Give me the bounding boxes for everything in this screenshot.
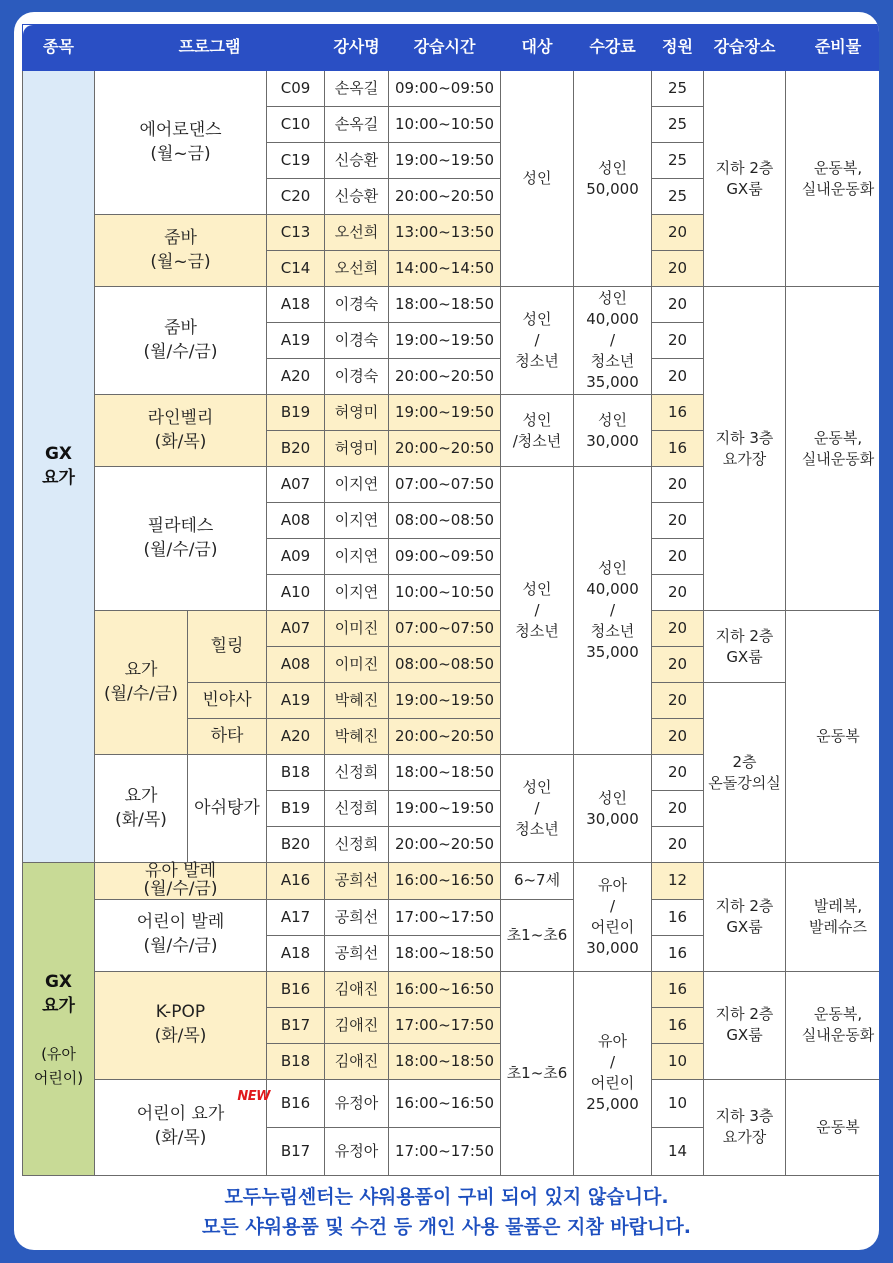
class-time: 18:00~18:50 — [389, 287, 501, 323]
supplies-cell: 운동복 — [786, 611, 879, 863]
class-code: B18 — [267, 1043, 325, 1079]
program-hatha: 하타 — [188, 719, 267, 755]
class-time: 08:00~08:50 — [389, 503, 501, 539]
capacity-cell: 20 — [652, 251, 704, 287]
class-code: A18 — [267, 935, 325, 971]
location-cell: 지하 2층 GX룸 — [704, 971, 786, 1079]
location-cell: 2층 온돌강의실 — [704, 683, 786, 863]
header-capacity: 정원 — [652, 25, 704, 71]
instructor-name: 신승환 — [325, 143, 389, 179]
supplies-cell: 운동복, 실내운동화 — [786, 71, 879, 287]
class-time: 19:00~19:50 — [389, 683, 501, 719]
class-code: B16 — [267, 971, 325, 1007]
header-instructor: 강사명 — [325, 25, 389, 71]
instructor-name: 박혜진 — [325, 719, 389, 755]
class-code: A19 — [267, 683, 325, 719]
program-ashtanga: 아쉬탕가 — [188, 755, 267, 863]
notice-line-1: 모두누림센터는 샤워용품이 구비 되어 있지 않습니다. — [224, 1186, 669, 1208]
class-time: 07:00~07:50 — [389, 467, 501, 503]
fee-cell: 성인 30,000 — [574, 755, 652, 863]
program-vinyasa: 빈야사 — [188, 683, 267, 719]
class-time: 07:00~07:50 — [389, 611, 501, 647]
capacity-cell: 25 — [652, 107, 704, 143]
header-row — [23, 25, 880, 71]
capacity-cell: 10 — [652, 1043, 704, 1079]
class-code: A20 — [267, 359, 325, 395]
class-time: 19:00~19:50 — [389, 323, 501, 359]
program-kids-yoga — [95, 1079, 270, 1175]
instructor-name: 이경숙 — [325, 323, 389, 359]
program-kids-ballet: 어린이 발레 (월/수/금) — [95, 899, 267, 971]
class-code: A08 — [267, 503, 325, 539]
class-time: 09:00~09:50 — [389, 71, 501, 107]
capacity-cell: 14 — [652, 1127, 704, 1175]
instructor-name: 신정희 — [325, 755, 389, 791]
capacity-cell: 20 — [652, 503, 704, 539]
class-time: 10:00~10:50 — [389, 575, 501, 611]
header-program: 프로그램 — [95, 25, 325, 71]
program-kids-yoga-label: 어린이 요가 (화/목) — [136, 1104, 225, 1149]
capacity-cell: 20 — [652, 647, 704, 683]
class-time: 10:00~10:50 — [389, 107, 501, 143]
location-cell: 지하 3층 요가장 — [704, 1079, 786, 1175]
header-time: 강습시간 — [389, 25, 501, 71]
instructor-name: 공희선 — [325, 935, 389, 971]
instructor-name: 손옥길 — [325, 71, 389, 107]
class-time: 13:00~13:50 — [389, 215, 501, 251]
capacity-cell: 25 — [652, 143, 704, 179]
program-healing: 힐링 — [188, 611, 267, 683]
class-code: A08 — [267, 647, 325, 683]
capacity-cell: 20 — [652, 791, 704, 827]
class-code: C20 — [267, 179, 325, 215]
category-kids-subtitle: (유아 어린이) — [33, 1044, 84, 1087]
notice-line-2: 모든 샤워용품 및 수건 등 개인 사용 물품은 지참 바랍니다. — [202, 1216, 691, 1238]
supplies-cell: 운동복, 실내운동화 — [786, 287, 879, 611]
class-code: B17 — [267, 1007, 325, 1043]
table-row — [23, 71, 880, 107]
class-code: C14 — [267, 251, 325, 287]
class-time: 20:00~20:50 — [389, 719, 501, 755]
capacity-cell: 20 — [652, 611, 704, 647]
class-time: 16:00~16:50 — [389, 971, 501, 1007]
instructor-name: 김애진 — [325, 971, 389, 1007]
instructor-name: 오선희 — [325, 251, 389, 287]
table-row — [23, 611, 880, 647]
class-code: A20 — [267, 719, 325, 755]
location-cell: 지하 3층 요가장 — [704, 287, 786, 611]
instructor-name: 공희선 — [325, 899, 389, 935]
fee-cell: 유아 / 어린이 25,000 — [574, 971, 652, 1175]
class-time: 20:00~20:50 — [389, 827, 501, 863]
target-cell: 초1~초6 — [501, 971, 574, 1175]
capacity-cell: 20 — [652, 683, 704, 719]
class-code: C19 — [267, 143, 325, 179]
instructor-name: 김애진 — [325, 1007, 389, 1043]
capacity-cell: 16 — [652, 971, 704, 1007]
capacity-cell: 16 — [652, 899, 704, 935]
capacity-cell: 20 — [652, 827, 704, 863]
class-code: A10 — [267, 575, 325, 611]
capacity-cell: 20 — [652, 359, 704, 395]
capacity-cell: 20 — [652, 287, 704, 323]
table-row — [23, 287, 880, 323]
supplies-cell: 운동복, 실내운동화 — [786, 971, 879, 1079]
class-code: C13 — [267, 215, 325, 251]
class-time: 19:00~19:50 — [389, 791, 501, 827]
class-time: 20:00~20:50 — [389, 431, 501, 467]
target-cell: 성인 — [501, 71, 574, 287]
location-cell: 지하 2층 GX룸 — [704, 863, 786, 972]
instructor-name: 오선희 — [325, 215, 389, 251]
program-zumba-mwf: 줌바 (월/수/금) — [95, 287, 267, 395]
capacity-cell: 12 — [652, 863, 704, 900]
instructor-name: 허영미 — [325, 395, 389, 431]
class-code: B20 — [267, 431, 325, 467]
instructor-name: 이지연 — [325, 575, 389, 611]
class-time: 17:00~17:50 — [389, 1127, 501, 1175]
class-time: 17:00~17:50 — [389, 1007, 501, 1043]
table-row — [23, 863, 880, 900]
class-time: 19:00~19:50 — [389, 143, 501, 179]
class-time: 16:00~16:50 — [389, 1079, 501, 1127]
schedule-table — [22, 24, 879, 1176]
fee-cell: 유아 / 어린이 30,000 — [574, 863, 652, 972]
category-kids-title: GX 요가 — [42, 972, 75, 1017]
instructor-name: 김애진 — [325, 1043, 389, 1079]
class-code: A18 — [267, 287, 325, 323]
schedule-card — [14, 12, 879, 1250]
program-linebelly: 라인벨리 (화/목) — [95, 395, 267, 467]
fee-cell: 성인 50,000 — [574, 71, 652, 287]
program-kpop: K-POP (화/목) — [95, 971, 267, 1079]
instructor-name: 허영미 — [325, 431, 389, 467]
table-row — [23, 1079, 880, 1127]
program-yoga-tt: 요가 (화/목) — [95, 755, 188, 863]
instructor-name: 유정아 — [325, 1127, 389, 1175]
class-code: A16 — [267, 863, 325, 900]
class-code: A17 — [267, 899, 325, 935]
instructor-name: 이경숙 — [325, 287, 389, 323]
class-time: 20:00~20:50 — [389, 179, 501, 215]
class-code: A07 — [267, 611, 325, 647]
supplies-cell: 운동복 — [786, 1079, 879, 1175]
class-time: 08:00~08:50 — [389, 647, 501, 683]
header-supplies: 준비물 — [786, 25, 879, 71]
instructor-name: 이지연 — [325, 467, 389, 503]
instructor-name: 이미진 — [325, 611, 389, 647]
fee-cell: 성인 40,000 / 청소년 35,000 — [574, 287, 652, 395]
header-fee: 수강료 — [574, 25, 652, 71]
supplies-cell: 발레복, 발레슈즈 — [786, 863, 879, 972]
instructor-name: 신승환 — [325, 179, 389, 215]
target-cell: 성인 / 청소년 — [501, 467, 574, 755]
instructor-name: 이경숙 — [325, 359, 389, 395]
capacity-cell: 20 — [652, 215, 704, 251]
class-time: 14:00~14:50 — [389, 251, 501, 287]
capacity-cell: 20 — [652, 755, 704, 791]
class-code: C10 — [267, 107, 325, 143]
class-code: A19 — [267, 323, 325, 359]
target-cell: 성인 / 청소년 — [501, 755, 574, 863]
class-code: B19 — [267, 791, 325, 827]
class-time: 18:00~18:50 — [389, 1043, 501, 1079]
class-code: A09 — [267, 539, 325, 575]
target-cell: 6~7세 — [501, 863, 574, 900]
capacity-cell: 20 — [652, 719, 704, 755]
instructor-name: 공희선 — [325, 863, 389, 900]
header-target: 대상 — [501, 25, 574, 71]
target-cell: 초1~초6 — [501, 899, 574, 971]
target-cell: 성인 /청소년 — [501, 395, 574, 467]
program-zumba-weekday: 줌바 (월~금) — [95, 215, 267, 287]
location-cell: 지하 2층 GX룸 — [704, 71, 786, 287]
capacity-cell: 20 — [652, 467, 704, 503]
class-time: 16:00~16:50 — [389, 863, 501, 900]
instructor-name: 손옥길 — [325, 107, 389, 143]
capacity-cell: 16 — [652, 1007, 704, 1043]
class-code: B19 — [267, 395, 325, 431]
class-code: B20 — [267, 827, 325, 863]
new-badge: NEW — [237, 1088, 270, 1104]
target-cell: 성인 / 청소년 — [501, 287, 574, 395]
location-cell: 지하 2층 GX룸 — [704, 611, 786, 683]
instructor-name: 유정아 — [325, 1079, 389, 1127]
capacity-cell: 16 — [652, 431, 704, 467]
capacity-cell: 20 — [652, 575, 704, 611]
table-row — [23, 971, 880, 1007]
capacity-cell: 25 — [652, 71, 704, 107]
class-time: 09:00~09:50 — [389, 539, 501, 575]
capacity-cell: 10 — [652, 1079, 704, 1127]
instructor-name: 신정희 — [325, 791, 389, 827]
class-code: B17 — [267, 1127, 325, 1175]
program-aerodance: 에어로댄스 (월~금) — [95, 71, 267, 215]
program-pilates: 필라테스 (월/수/금) — [95, 467, 267, 611]
instructor-name: 이미진 — [325, 647, 389, 683]
class-code: A07 — [267, 467, 325, 503]
fee-cell: 성인 30,000 — [574, 395, 652, 467]
class-time: 20:00~20:50 — [389, 359, 501, 395]
header-category: 종목 — [23, 25, 95, 71]
class-time: 19:00~19:50 — [389, 395, 501, 431]
class-code: C09 — [267, 71, 325, 107]
class-code: B16 — [267, 1079, 325, 1127]
capacity-cell: 25 — [652, 179, 704, 215]
class-time: 17:00~17:50 — [389, 899, 501, 935]
fee-cell: 성인 40,000 / 청소년 35,000 — [574, 467, 652, 755]
capacity-cell: 20 — [652, 323, 704, 359]
class-code: B18 — [267, 755, 325, 791]
class-time: 18:00~18:50 — [389, 935, 501, 971]
instructor-name: 신정희 — [325, 827, 389, 863]
header-location: 강습장소 — [704, 25, 786, 71]
instructor-name: 박혜진 — [325, 683, 389, 719]
capacity-cell: 16 — [652, 935, 704, 971]
category-gx-yoga-kids — [23, 863, 95, 1176]
instructor-name: 이지연 — [325, 539, 389, 575]
class-time: 18:00~18:50 — [389, 755, 501, 791]
program-yoga-mwf: 요가 (월/수/금) — [95, 611, 188, 755]
category-gx-yoga: GX 요가 — [23, 71, 95, 863]
capacity-cell: 20 — [652, 539, 704, 575]
program-baby-ballet: 유아 발레 (월/수/금) — [95, 863, 267, 900]
capacity-cell: 16 — [652, 395, 704, 431]
instructor-name: 이지연 — [325, 503, 389, 539]
